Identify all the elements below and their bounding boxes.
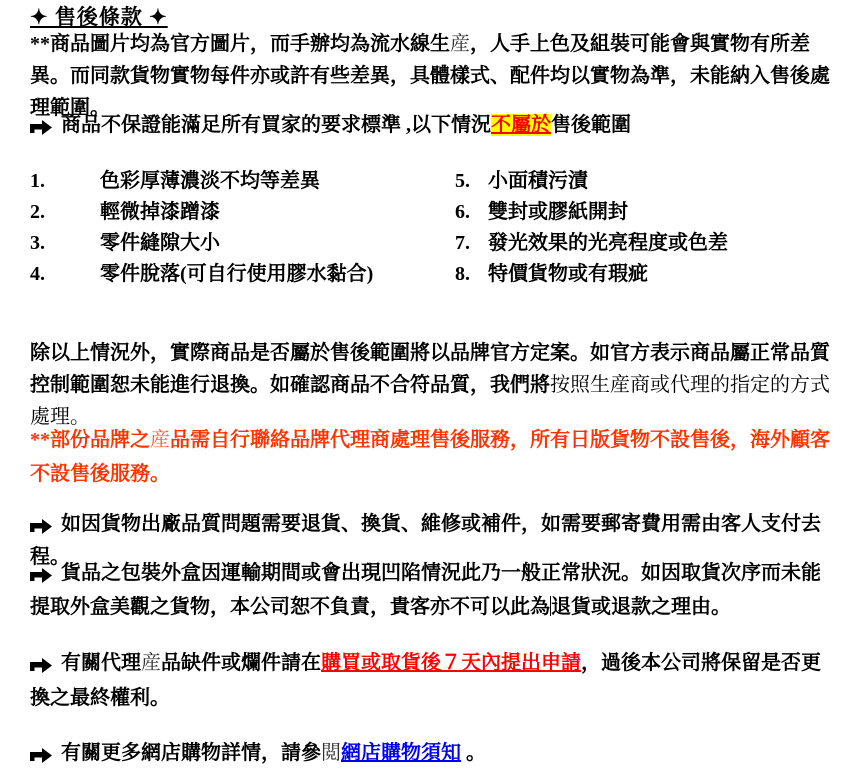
right-arrow-icon <box>30 558 52 591</box>
exclusion-item-number: 2. <box>30 201 45 223</box>
exclusion-item-text: 零件脫落(可自行使用膠水黏合) <box>100 263 374 285</box>
exclusion-list-left <box>30 166 440 290</box>
exclusion-item-text: 色彩厚薄濃淡不均等差異 <box>100 170 320 192</box>
exclusion-item-text: 輕微掉漆蹭漆 <box>100 201 220 223</box>
packaging-paragraph <box>30 557 840 624</box>
exclusion-item-number: 1. <box>30 170 45 192</box>
exclusion-item-text: 雙封或膠紙開封 <box>488 201 628 223</box>
exclusion-item-text: 零件縫隙大小 <box>100 232 220 254</box>
right-arrow-icon <box>30 647 52 681</box>
deadline-emphasis: 購買或取貨後７天內提出申請 <box>321 652 581 674</box>
exclusion-item-text: 發光效果的光亮程度或色差 <box>488 232 728 254</box>
right-arrow-icon <box>30 110 52 142</box>
intro-alt-char: 産 <box>450 33 470 55</box>
exclusion-item-number: 5. <box>455 170 470 192</box>
right-arrow-icon <box>30 738 52 770</box>
agency-alt-char: 産 <box>141 652 161 674</box>
exclusion-item <box>455 166 850 197</box>
decision-paragraph <box>30 337 840 433</box>
agency-text-1: 有關代理 <box>61 652 141 674</box>
right-arrow-icon <box>30 509 52 541</box>
decision-text-1: 除以上情況外，實際商品是否屬於售後範圍將以品牌官方定案。如官方表示商品屬正常品質控制範圍恕未能進行退換。如確認商品不合符品質，我們將 <box>30 342 830 396</box>
notice-text-2: 售後範圍 <box>551 114 631 136</box>
agency-paragraph <box>30 646 840 715</box>
decision-text-2: 按照生産商或代理的指定的方式處理。 <box>30 374 830 428</box>
exclusion-item-text: 小面積污漬 <box>488 170 588 192</box>
exclusion-item-number: 7. <box>455 232 470 254</box>
exclusion-item-text: 特價貨物或有瑕疵 <box>488 263 648 285</box>
brand-note-alt-char: 産 <box>150 429 170 451</box>
packaging-text-1: 貨品之包裝外盒因運輸期間或會出現凹陷情況此乃一般正常狀況。如因取貨次序而未能提取外盒美觀之貨物，本公司恕不負責，貴客亦不可以此為 <box>30 562 821 618</box>
excluded-highlight: 不屬於 <box>491 114 551 136</box>
brand-note-text-2: 品需自行聯絡品牌代理商處理售後服務，所有日版貨物不設售後，海外顧客不設售後服務。 <box>30 429 830 485</box>
exclusion-item <box>455 259 850 290</box>
exclusion-list-right <box>455 166 850 290</box>
store-shopping-guide-link[interactable]: 網店購物須知 <box>341 742 461 764</box>
exclusion-item-number: 4. <box>30 263 45 285</box>
exclusion-item-number: 8. <box>455 263 470 285</box>
brand-note-text-1: **部份品牌之 <box>30 429 150 451</box>
packaging-text-2: 退貨或退款之理由。 <box>551 596 731 618</box>
intro-text-1: **商品圖片均為官方圖片，而手辦均為流水線生 <box>30 33 450 55</box>
more-info-text-1: 有關更多網店購物詳情，請參 <box>61 742 321 764</box>
return-shipping-text: 如因貨物出廠品質問題需要退貨、換貨、維修或補件，如需要郵寄費用需由客人支付去程。 <box>30 513 821 568</box>
intro-text-2: ，人手上色及組裝可能會與實物有所差異。而同款貨物實物每件亦或許有些差異，具體樣式、配件均以實物為準，未能納入售後處理範圍。 <box>30 33 830 119</box>
page-title-text: ✦ 售後條款 ✦ <box>30 5 168 29</box>
notice-paragraph <box>30 109 840 142</box>
exclusion-item <box>30 228 440 259</box>
exclusion-item <box>30 166 440 197</box>
more-info-alt-char: 閲 <box>321 742 341 764</box>
exclusion-item <box>455 197 850 228</box>
exclusion-item <box>30 197 440 228</box>
exclusion-item <box>455 228 850 259</box>
notice-text-1: 商品不保證能滿足所有買家的要求標準 ,以下情況 <box>61 114 491 136</box>
exclusion-item <box>30 259 440 290</box>
agency-text-2: 品缺件或爛件請在 <box>161 652 321 674</box>
more-info-paragraph <box>30 737 840 770</box>
exclusion-item-number: 3. <box>30 232 45 254</box>
agency-text-3: ，過後本公司將保留是否更換之最終權利。 <box>30 652 821 709</box>
exclusion-item-number: 6. <box>455 201 470 223</box>
brand-note-paragraph <box>30 423 840 491</box>
more-info-text-2: 。 <box>461 742 486 764</box>
